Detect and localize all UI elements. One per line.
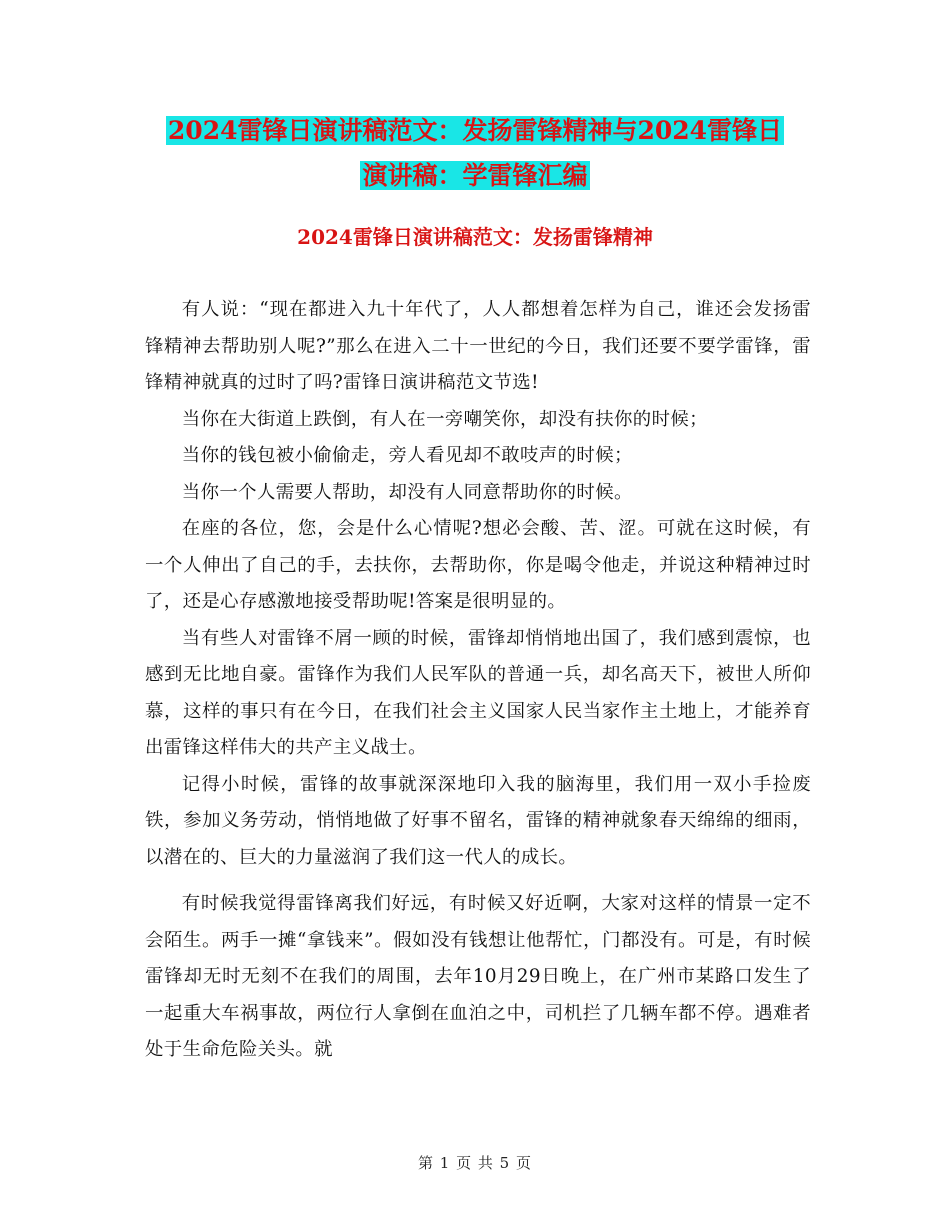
section-title: 2024雷锋日演讲稿范文：发扬雷锋精神 <box>297 225 653 249</box>
document-title-line-2: 演讲稿：学雷锋汇编 <box>362 161 588 190</box>
page-footer: 第 1 页 共 5 页 <box>418 1154 532 1172</box>
paragraph-7: 记得小时候，雷锋的故事就深深地印入我的脑海里，我们用一双小手捡废铁，参加义务劳动，悄悄地做了好事不留名，雷锋的精神就象春天绵绵的细雨，以潜在的、巨大的力量滋润了我们这一代人的成长。 <box>145 773 811 868</box>
paragraph-3: 当你的钱包被小偷偷走，旁人看见却不敢吱声的时候； <box>181 445 633 466</box>
paragraph-6: 当有些人对雷锋不屑一顾的时候，雷锋却悄悄地出国了，我们感到震惊，也感到无比地自豪。雷锋作为我们人民军队的普通一兵，却名高天下，被世人所仰慕，这样的事只有在今日，在我们社会主义国家人民当家作主土地上，才能养育出雷锋这样伟大的共产主义战士。 <box>145 627 811 758</box>
document-title <box>0 108 950 198</box>
paragraph-2: 当你在大街道上跌倒，有人在一旁嘲笑你，却没有扶你的时候； <box>181 408 708 430</box>
document-title-line-1: 2024雷锋日演讲稿范文：发扬雷锋精神与2024雷锋日 <box>167 116 783 145</box>
paragraph-1: 有人说：“现在都进入九十年代了，人人都想着怎样为自己，谁还会发扬雷锋精神去帮助别人呢?”那么在进入二十一世纪的今日，我们还要不要学雷锋，雷锋精神就真的过时了吗?雷锋日演讲稿范文节选! <box>145 299 811 393</box>
document-body <box>145 292 811 1069</box>
paragraph-5: 在座的各位，您，会是什么心情呢?想必会酸、苦、涩。可就在这时候，有一个人伸出了自己的手，去扶你，去帮助你，你是喝令他走，并说这种精神过时了，还是心存感激地接受帮助呢!答案是很明显的。 <box>145 518 811 612</box>
paragraph-4: 当你一个人需要人帮助，却没有人同意帮助你的时候。 <box>181 481 633 503</box>
paragraph-8: 有时候我觉得雷锋离我们好远，有时候又好近啊，大家对这样的情景一定不会陌生。两手一摊“拿钱来”。假如没有钱想让他帮忙，门都没有。可是，有时候雷锋却无时无刻不在我们的周围，去年10月29日晚上，在广州市某路口发生了一起重大车祸事故，两位行人拿倒在血泊之中，司机拦了几辆车都不停。遇难者处于生命危险关头。就 <box>145 893 811 1060</box>
